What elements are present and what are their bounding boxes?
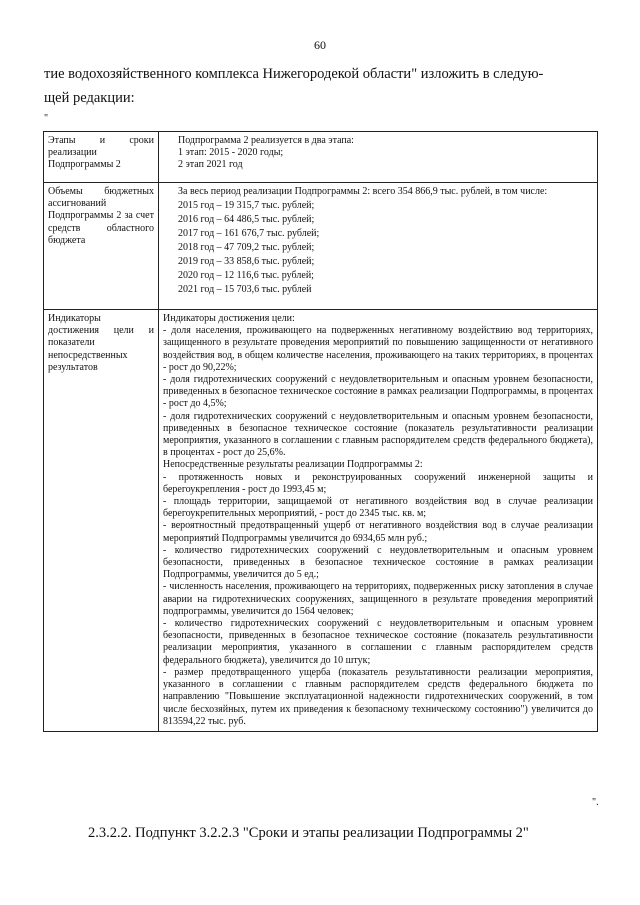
subprogram-passport-table xyxy=(43,131,598,732)
intro-line-1: тие водохозяйственного комплекса Нижегородекой области" изложить в следую- xyxy=(44,66,544,82)
budget-year-item: 2017 год – 161 676,7 тыс. рублей; xyxy=(178,228,320,240)
results-heading: Непосредственные результаты реализации Подпрограммы 2: xyxy=(163,459,423,471)
result-item: - размер предотвращенного ущерба (показатель результативности реализации мероприятия, указанного в соглашении с главным распорядителем средств федерального бюджета по направлению "Повышение эксплуатационной надежности гидротехнических сооружений, в том числе бесхозяйных, путем их приведения к безопасному техническому состоянию") увеличится до 813594,22 тыс. руб. xyxy=(163,666,593,727)
stages-line: 1 этап: 2015 - 2020 годы; xyxy=(178,147,284,159)
result-item: - количество гидротехнических сооружений с неудовлетворительным и опасным уровнем безопасности, приведенных в безопасное техническое состояние (показатель результативности реализации мероприятия, указанного в соглашении с главным распорядителем средств федерального бюджета), увеличится до 10 штук; xyxy=(163,618,593,666)
indicators-heading: Индикаторы достижения цели: xyxy=(163,313,295,324)
stages-content xyxy=(159,132,598,183)
budget-year-item: 2021 год – 15 703,6 тыс. рублей xyxy=(178,284,312,296)
table-row-stages xyxy=(44,132,598,183)
table-row-budget xyxy=(44,183,598,310)
budget-year-item: 2019 год – 33 858,6 тыс. рублей; xyxy=(178,256,315,268)
table-row-indicators xyxy=(44,310,598,732)
result-item: - вероятностный предотвращенный ущерб от негативного воздействия вод в случае реализации мероприятий Подпрограммы увеличится до 6934,65 млн руб.; xyxy=(163,520,593,544)
closing-quote-mark: ". xyxy=(592,797,599,808)
stages-line: 2 этап 2021 год xyxy=(178,159,243,171)
budget-year-item: 2016 год – 64 486,5 тыс. рублей; xyxy=(178,214,315,226)
opening-quote-mark: " xyxy=(44,113,49,124)
indicator-item: - доля гидротехнических сооружений с неудовлетворительным и опасным уровнем безопасности, приведенных в безопасное техническое состояние (показатель результативности реализации мероприятия, указанного в соглашении с главным распорядителем средств федерального бюджета), в процентах - рост до 25,6%. xyxy=(163,410,593,459)
result-item: - численность населения, проживающего на территориях, подверженных риску затопления в случае аварии на гидротехнических сооружениях, защищенного в результате проведения мероприятий подпрограммы, увеличится до 1564 человек; xyxy=(163,581,593,617)
budget-years-list xyxy=(163,199,593,297)
intro-line-2: щей редакции: xyxy=(44,90,135,106)
budget-content xyxy=(159,183,598,310)
intro-paragraph xyxy=(44,62,596,110)
page-number: 60 xyxy=(314,38,326,52)
indicator-item: - доля гидротехнических сооружений с неудовлетворительным и опасным уровнем безопасности, приведенных в безопасное техническое состояние в рамках реализации Подпрограммы, в процентах - рост до 4,5%; xyxy=(163,374,593,410)
budget-year-item: 2018 год – 47 709,2 тыс. рублей; xyxy=(178,242,315,254)
budget-year-item: 2015 год – 19 315,7 тыс. рублей; xyxy=(178,200,315,212)
footer-paragraph: 2.3.2.2. Подпункт 3.2.2.3 "Сроки и этапы реализации Подпрограммы 2" xyxy=(88,825,529,841)
budget-year-item: 2020 год – 12 116,6 тыс. рублей; xyxy=(178,270,314,282)
budget-total: За весь период реализации Подпрограммы 2: всего 354 866,9 тыс. рублей, в том числе: xyxy=(178,186,548,197)
stages-line: Подпрограмма 2 реализуется в два этапа: xyxy=(178,135,354,146)
result-item: - площадь территории, защищаемой от негативного воздействия вод в случае реализации берегоукрепительных мероприятий, - рост до 2345 тыс. кв. м; xyxy=(163,496,593,520)
budget-label: Объемы бюджетных ассигнований Подпрограммы 2 за счет средств областного бюджета xyxy=(44,183,159,310)
indicators-label: Индикаторы достижения цели и показатели непосредственных результатов xyxy=(44,310,159,732)
stages-label: Этапы и сроки реализации Подпрограммы 2 xyxy=(44,132,159,183)
indicators-content xyxy=(159,310,598,732)
indicator-item: - доля населения, проживающего на подверженных негативному воздействию вод территориях, защищенного в результате проведения мероприятий по повышению защищенности от негативного воздействия вод, в общем количестве населения, проживающего на таких территориях, в процентах - рост до 90,22%; xyxy=(163,325,593,373)
result-item: - количество гидротехнических сооружений с неудовлетворительным и опасным уровнем безопасности, приведенных в безопасное техническое состояние в рамках реализации Подпрограммы, увеличится до 5 ед.; xyxy=(163,544,593,581)
result-item: - протяженность новых и реконструированных сооружений инженерной защиты и берегоукрепления - рост до 1993,45 м; xyxy=(163,471,593,495)
